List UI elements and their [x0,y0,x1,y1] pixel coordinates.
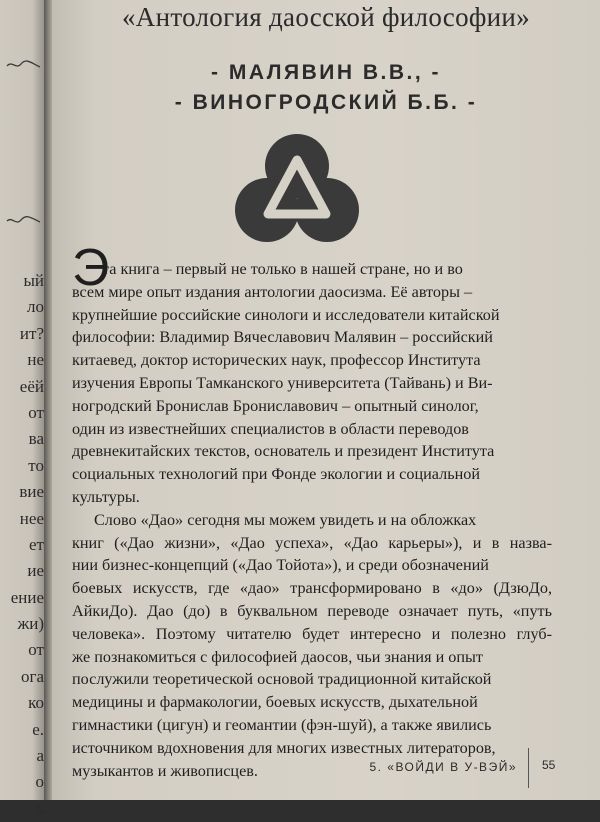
left-page-fragment: ко [28,693,44,713]
text-line: гимнастики (цигун) и геомантии (фэн-шуй), а также явились [72,715,492,734]
book-page [52,0,600,800]
left-page-fragment: нее [19,508,44,528]
text-line: изучения Европы Тамканского университета (Тайвань) и Ви- [72,373,493,392]
text-line: же познакомиться с философией даосов, чьи знания и опыт [72,647,483,666]
left-page-fragment: а [36,746,44,766]
left-page-fragment: ога [20,666,44,686]
left-page-text-fragments [0,268,44,822]
left-page-fragment: ение [10,587,44,607]
text-line: человека». Поэтому читателю будет интересно и полезно глуб- [72,624,552,643]
text-line: всем мире опыт издания антологии даосизма. Её авторы – [72,282,473,301]
left-page-fragment: от [28,402,44,422]
left-page-fragment: ва [28,429,44,449]
text-line: древнекитайских текстов, основатель и президент Института [72,442,495,461]
text-line: послужили теоретической основой традиционной китайской [72,670,492,689]
text-line: китаевед, доктор исторических наук, профессор Института [72,351,481,370]
text-line: та книга – первый не только в нашей стране, но и во [102,260,463,278]
text-line: медицины и фармакологии, боевых искусств, дыхательной [72,693,478,712]
left-page-fragment: то [28,455,44,475]
page-number: 55 [542,758,556,772]
text-line: ногродский Бронислав Брониславович – опытный синолог, [72,396,479,415]
left-page-fragment: ло [27,297,44,317]
left-page-fragment: от [28,640,44,660]
text-line: Слово «Дао» сегодня мы можем увидеть и на обложках [94,510,477,529]
left-page-fragment: ый [23,271,44,290]
text-line: нии бизнес-концепций («Дао Тойота»), и среди обозначений [72,556,489,575]
left-page-fragment: ие [27,561,44,581]
text-line: один из известнейших специалистов в области переводов [72,419,469,438]
text-line: боевых искусств, где «дао» трансформировано в «до» (ДзюДо, [72,579,552,598]
left-page-fragment: вие [19,482,44,502]
chapter-running-footer: 5. «ВОЙДИ В У-ВЭЙ» [369,760,517,774]
paragraph-1 [72,258,552,509]
left-page-fragment: не [27,350,44,370]
author-line: - МАЛЯВИН В.В., - [211,61,441,84]
text-line: книг («Дао жизни», «Дао успеха», «Дао карьеры»), и в назва- [72,533,552,552]
drop-cap: Э [72,239,110,297]
triangle-in-trefoil-icon [234,132,360,244]
text-line: социальных технологий при Фонде экологии и социальной [72,465,480,484]
left-page-fragment: е. [32,719,44,739]
text-line: АйкиДо). Дао (до) в буквальном переводе означает путь, «путь [72,601,552,620]
body-text [72,258,552,782]
text-line: крупнейшие российские синологи и исследователи китайской [72,305,500,324]
page-title: «Антология даосской философии» [122,2,530,32]
left-page-fragment: о [35,772,44,792]
left-page-fragment: ь [36,798,44,818]
text-line: музыкантов и живописцев. [72,761,258,780]
text-line: культуры. [72,487,140,506]
pencil-mark-icon [6,214,42,228]
left-page-fragment: жи) [17,614,44,634]
pencil-mark-icon [6,58,42,72]
left-page-fragment: еёй [19,376,44,396]
author-line: - ВИНОГРОДСКИЙ Б.Б. - [174,91,478,114]
left-page-edge [0,0,46,818]
left-page-fragment: ет [29,534,44,554]
text-line: философии: Владимир Вячеславович Малявин – российский [72,328,493,347]
authors-block [52,58,600,118]
footer-divider [528,748,529,788]
left-page-fragment: ит? [19,323,44,343]
text-line: источником вдохновения для многих известных литераторов, [72,738,496,757]
paragraph-2 [72,509,552,783]
